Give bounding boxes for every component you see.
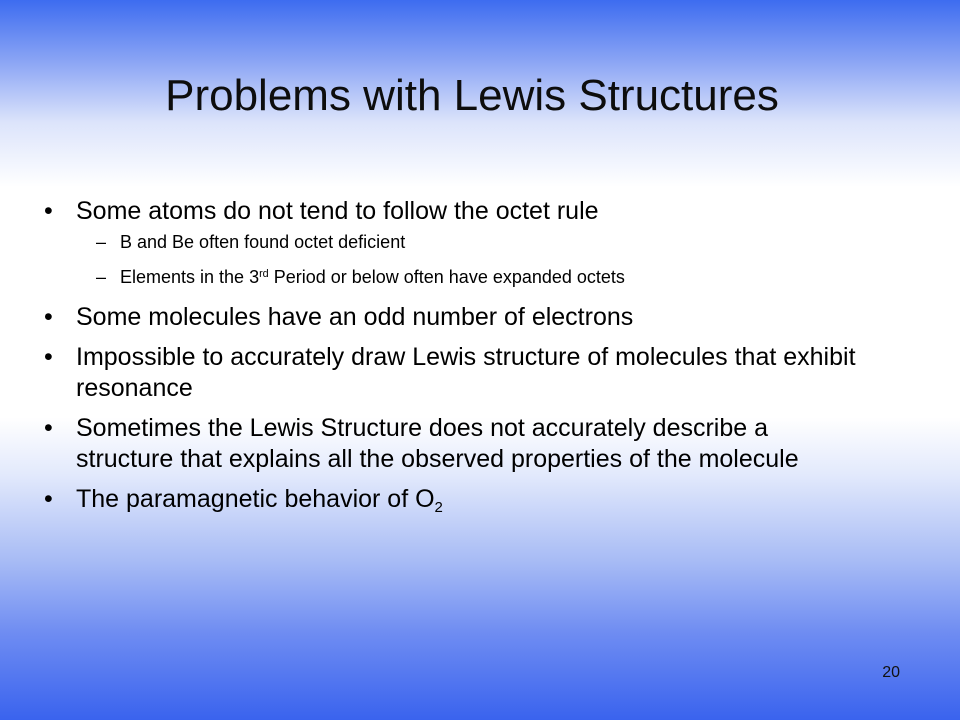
bullet-text: Some atoms do not tend to follow the octet rule: [76, 197, 599, 225]
sub-bullet-item-octet-deficient: [0, 231, 960, 253]
bullet-marker: •: [44, 303, 53, 331]
sub-bullet-text: [120, 266, 960, 288]
text-part: Elements in the 3: [120, 267, 260, 287]
text-part: Period or below often have expanded octets: [268, 267, 625, 287]
bullet-item-resonance: [0, 342, 960, 404]
bullet-item-octet-rule: [0, 196, 960, 227]
bullet-marker: •: [44, 414, 53, 442]
bullet-text: Sometimes the Lewis Structure does not accurately describe a structure that explains all the observed properties of the molecule: [76, 414, 799, 473]
ordinal-superscript: rd: [259, 268, 269, 281]
sub-bullet-text: B and Be often found octet deficient: [120, 232, 406, 252]
bullet-text: Impossible to accurately draw Lewis structure of molecules that exhibit resonance: [76, 343, 856, 402]
dash-marker: –: [96, 232, 107, 252]
bullet-marker: •: [44, 485, 53, 513]
bullet-item-odd-electrons: [0, 302, 960, 333]
bullet-item-paramagnetic: [0, 484, 960, 515]
bullet-item-observed-properties: [0, 413, 960, 475]
text-part: The paramagnetic behavior of O: [76, 485, 435, 513]
bullet-marker: •: [44, 343, 53, 371]
slide-number: 20: [882, 664, 900, 681]
bullet-marker: •: [44, 197, 53, 225]
slide-title: Problems with Lewis Structures: [165, 71, 779, 120]
dash-marker: –: [96, 267, 107, 287]
subscript-2: 2: [434, 499, 443, 517]
bullet-list: [0, 196, 960, 515]
sub-bullet-item-expanded-octets: [0, 266, 960, 288]
bullet-text: [76, 484, 960, 515]
bullet-text: Some molecules have an odd number of electrons: [76, 303, 634, 331]
